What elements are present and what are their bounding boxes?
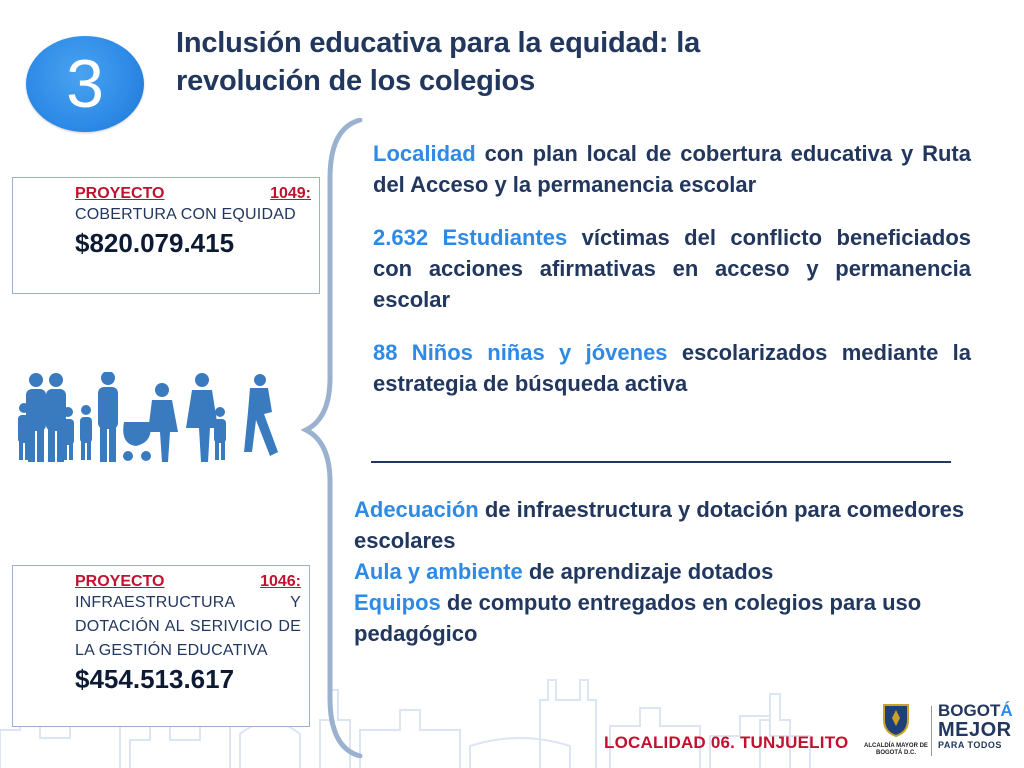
- locality-label: LOCALIDAD 06. TUNJUELITO: [604, 733, 849, 752]
- achievement-item: 2.632 Estudiantes víctimas del conflicto beneficiados con acciones afirmativas en acceso y permanencia escolar: [373, 225, 971, 312]
- project-1046-description: INFRAESTRUCTURA Y DOTACIÓN AL SERIVICIO DE LA GESTIÓN EDUCATIVA: [75, 594, 301, 659]
- project-code: 1049:: [270, 185, 311, 202]
- coat-of-arms-icon: [881, 702, 911, 738]
- logo-separator: [931, 706, 932, 756]
- infrastructure-item: Aula y ambiente de aprendizaje dotados: [354, 559, 774, 584]
- family-icon: [16, 372, 296, 464]
- achievements-list: [373, 138, 971, 421]
- project-1046-amount: $454.513.617: [75, 664, 235, 694]
- infrastructure-list: [354, 494, 979, 649]
- project-1049-box: [12, 177, 320, 294]
- project-1049-amount: $820.079.415: [75, 228, 235, 258]
- alcaldia-logo: [862, 702, 930, 762]
- project-label: PROYECTO: [75, 573, 165, 590]
- alcaldia-text: ALCALDÍA MAYOR DE BOGOTÁ D.C.: [864, 743, 928, 756]
- slide-title: Inclusión educativa para la equidad: la revolución de los colegios: [176, 27, 701, 97]
- slide-number-badge: 3: [26, 36, 144, 132]
- project-code: 1046:: [260, 573, 301, 590]
- infrastructure-item: Adecuación de infraestructura y dotación para comedores escolares: [354, 497, 965, 553]
- curly-brace: [300, 118, 370, 758]
- infrastructure-item: Equipos de computo entregados en colegios para uso pedagógico: [354, 590, 922, 646]
- section-divider: [371, 461, 951, 463]
- project-1049-heading: [75, 184, 311, 203]
- project-1046-heading: [75, 572, 301, 591]
- achievement-item: Localidad con plan local de cobertura educativa y Ruta del Acceso y la permanencia escolar: [373, 141, 971, 197]
- project-label: PROYECTO: [75, 185, 165, 202]
- project-1046-box: [12, 565, 310, 727]
- achievement-item: 88 Niños niñas y jóvenes escolarizados mediante la estrategia de búsqueda activa: [373, 340, 971, 396]
- bogota-brand-logo: BOGOTÁ MEJOR PARA TODOS: [938, 701, 1013, 750]
- project-1049-description: COBERTURA CON EQUIDAD: [75, 206, 296, 223]
